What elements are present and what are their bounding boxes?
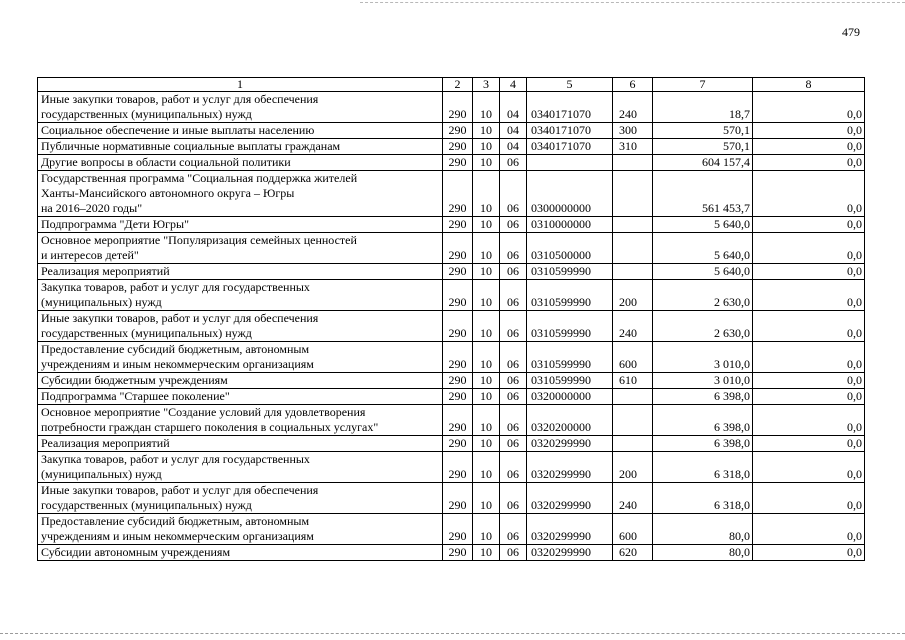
target-article-cell: 0320299990 — [527, 436, 613, 452]
column-4-cell: 06 — [500, 405, 527, 436]
column-header: 4 — [500, 78, 527, 92]
row-name-line: Государственная программа "Социальная поддержка жителей — [41, 171, 358, 185]
expense-type-cell — [613, 155, 653, 171]
column-2-cell: 290 — [443, 545, 473, 561]
column-4-cell: 06 — [500, 311, 527, 342]
expense-type-cell: 610 — [613, 373, 653, 389]
column-8-cell: 0,0 — [753, 280, 865, 311]
table-row — [38, 311, 865, 342]
column-3-cell: 10 — [473, 123, 500, 139]
column-8-cell: 0,0 — [753, 405, 865, 436]
column-8-cell: 0,0 — [753, 452, 865, 483]
row-name-line: Субсидии бюджетным учреждениям — [41, 373, 228, 387]
table-row — [38, 264, 865, 280]
row-name-line: (муниципальных) нужд — [41, 295, 162, 309]
expense-type-cell — [613, 405, 653, 436]
amount-cell: 6 318,0 — [653, 452, 753, 483]
expense-type-cell: 240 — [613, 92, 653, 123]
row-name-cell — [38, 233, 443, 264]
target-article-cell: 0320200000 — [527, 405, 613, 436]
column-2-cell: 290 — [443, 155, 473, 171]
row-name-cell — [38, 405, 443, 436]
column-8-cell: 0,0 — [753, 342, 865, 373]
amount-cell: 6 398,0 — [653, 405, 753, 436]
amount-cell: 570,1 — [653, 139, 753, 155]
row-name-line: Ханты-Мансийского автономного округа – Югры — [41, 186, 295, 200]
budget-table — [37, 77, 865, 561]
table-row — [38, 280, 865, 311]
row-name-line: Другие вопросы в области социальной политики — [41, 155, 291, 169]
column-4-cell: 06 — [500, 452, 527, 483]
target-article-cell: 0310599990 — [527, 264, 613, 280]
row-name-cell — [38, 373, 443, 389]
amount-cell: 6 398,0 — [653, 436, 753, 452]
column-8-cell: 0,0 — [753, 123, 865, 139]
row-name-line: Основное мероприятие "Популяризация семейных ценностей — [41, 233, 357, 247]
amount-cell: 3 010,0 — [653, 342, 753, 373]
column-8-cell: 0,0 — [753, 311, 865, 342]
column-header: 2 — [443, 78, 473, 92]
column-4-cell: 06 — [500, 436, 527, 452]
column-3-cell: 10 — [473, 264, 500, 280]
column-2-cell: 290 — [443, 123, 473, 139]
column-2-cell: 290 — [443, 405, 473, 436]
column-4-cell: 06 — [500, 373, 527, 389]
row-name-line: Реализация мероприятий — [41, 264, 170, 278]
expense-type-cell — [613, 217, 653, 233]
column-header: 3 — [473, 78, 500, 92]
target-article-cell: 0340171070 — [527, 123, 613, 139]
column-4-cell: 06 — [500, 342, 527, 373]
column-2-cell: 290 — [443, 217, 473, 233]
column-8-cell: 0,0 — [753, 483, 865, 514]
row-name-cell — [38, 280, 443, 311]
target-article-cell: 0320000000 — [527, 389, 613, 405]
row-name-line: потребности граждан старшего поколения в социальных услугах" — [41, 420, 379, 434]
target-article-cell — [527, 155, 613, 171]
amount-cell: 3 010,0 — [653, 373, 753, 389]
row-name-line: и интересов детей" — [41, 248, 139, 262]
column-2-cell: 290 — [443, 389, 473, 405]
expense-type-cell — [613, 436, 653, 452]
row-name-line: (муниципальных) нужд — [41, 467, 162, 481]
table-row — [38, 342, 865, 373]
column-3-cell: 10 — [473, 217, 500, 233]
expense-type-cell — [613, 389, 653, 405]
table-row — [38, 139, 865, 155]
scan-edge-top — [360, 2, 905, 3]
expense-type-cell: 620 — [613, 545, 653, 561]
table-row — [38, 155, 865, 171]
table-row — [38, 436, 865, 452]
column-4-cell: 06 — [500, 217, 527, 233]
row-name-cell — [38, 452, 443, 483]
target-article-cell: 0340171070 — [527, 139, 613, 155]
row-name-line: Социальное обеспечение и иные выплаты населению — [41, 123, 315, 137]
column-8-cell: 0,0 — [753, 373, 865, 389]
column-3-cell: 10 — [473, 171, 500, 217]
table-row — [38, 373, 865, 389]
table-row — [38, 514, 865, 545]
target-article-cell: 0320299990 — [527, 452, 613, 483]
column-2-cell: 290 — [443, 311, 473, 342]
target-article-cell: 0310500000 — [527, 233, 613, 264]
column-3-cell: 10 — [473, 139, 500, 155]
row-name-cell — [38, 155, 443, 171]
column-2-cell: 290 — [443, 436, 473, 452]
row-name-line: Субсидии автономным учреждениям — [41, 545, 231, 559]
table-row — [38, 217, 865, 233]
column-4-cell: 06 — [500, 155, 527, 171]
row-name-line: Основное мероприятие "Создание условий для удовлетворения — [41, 405, 366, 419]
column-3-cell: 10 — [473, 280, 500, 311]
column-8-cell: 0,0 — [753, 155, 865, 171]
row-name-line: на 2016–2020 годы" — [41, 201, 143, 215]
amount-cell: 5 640,0 — [653, 233, 753, 264]
amount-cell: 5 640,0 — [653, 217, 753, 233]
table-row — [38, 233, 865, 264]
expense-type-cell — [613, 233, 653, 264]
column-4-cell: 06 — [500, 233, 527, 264]
amount-cell: 18,7 — [653, 92, 753, 123]
scan-edge-bottom — [0, 633, 905, 634]
table-row — [38, 452, 865, 483]
table-row — [38, 545, 865, 561]
column-3-cell: 10 — [473, 405, 500, 436]
column-2-cell: 290 — [443, 139, 473, 155]
target-article-cell: 0320299990 — [527, 483, 613, 514]
column-2-cell: 290 — [443, 280, 473, 311]
expense-type-cell: 240 — [613, 483, 653, 514]
column-8-cell: 0,0 — [753, 389, 865, 405]
column-2-cell: 290 — [443, 514, 473, 545]
row-name-line: государственных (муниципальных) нужд — [41, 326, 252, 340]
row-name-line: Иные закупки товаров, работ и услуг для обеспечения — [41, 92, 319, 106]
column-3-cell: 10 — [473, 373, 500, 389]
row-name-cell — [38, 171, 443, 217]
target-article-cell: 0310599990 — [527, 280, 613, 311]
row-name-cell — [38, 311, 443, 342]
column-8-cell: 0,0 — [753, 436, 865, 452]
column-4-cell: 06 — [500, 264, 527, 280]
amount-cell: 6 318,0 — [653, 483, 753, 514]
column-3-cell: 10 — [473, 545, 500, 561]
expense-type-cell: 310 — [613, 139, 653, 155]
amount-cell: 5 640,0 — [653, 264, 753, 280]
column-2-cell: 290 — [443, 264, 473, 280]
column-4-cell: 06 — [500, 280, 527, 311]
table-body — [38, 92, 865, 561]
column-2-cell: 290 — [443, 452, 473, 483]
row-name-line: Реализация мероприятий — [41, 436, 170, 450]
amount-cell: 561 453,7 — [653, 171, 753, 217]
column-8-cell: 0,0 — [753, 233, 865, 264]
row-name-cell — [38, 514, 443, 545]
row-name-cell — [38, 342, 443, 373]
row-name-cell — [38, 264, 443, 280]
column-3-cell: 10 — [473, 233, 500, 264]
row-name-line: Закупка товаров, работ и услуг для государственных — [41, 452, 310, 466]
column-8-cell: 0,0 — [753, 171, 865, 217]
column-header: 1 — [38, 78, 443, 92]
column-4-cell: 04 — [500, 92, 527, 123]
amount-cell: 2 630,0 — [653, 280, 753, 311]
row-name-cell — [38, 139, 443, 155]
column-4-cell: 06 — [500, 171, 527, 217]
column-3-cell: 10 — [473, 342, 500, 373]
amount-cell: 6 398,0 — [653, 389, 753, 405]
column-4-cell: 06 — [500, 483, 527, 514]
row-name-cell — [38, 217, 443, 233]
amount-cell: 80,0 — [653, 545, 753, 561]
row-name-line: учреждениям и иным некоммерческим организациям — [41, 357, 314, 371]
row-name-line: Подпрограмма "Дети Югры" — [41, 217, 189, 231]
column-3-cell: 10 — [473, 514, 500, 545]
column-3-cell: 10 — [473, 155, 500, 171]
amount-cell: 570,1 — [653, 123, 753, 139]
row-name-cell — [38, 436, 443, 452]
table-row — [38, 123, 865, 139]
row-name-cell — [38, 389, 443, 405]
expense-type-cell — [613, 264, 653, 280]
column-header: 8 — [753, 78, 865, 92]
row-name-line: учреждениям и иным некоммерческим организациям — [41, 529, 314, 543]
expense-type-cell: 200 — [613, 280, 653, 311]
amount-cell: 604 157,4 — [653, 155, 753, 171]
row-name-line: Иные закупки товаров, работ и услуг для обеспечения — [41, 483, 319, 497]
target-article-cell: 0310000000 — [527, 217, 613, 233]
column-8-cell: 0,0 — [753, 92, 865, 123]
table-row — [38, 405, 865, 436]
table-row — [38, 389, 865, 405]
target-article-cell: 0310599990 — [527, 373, 613, 389]
header-row — [38, 78, 865, 92]
target-article-cell: 0310599990 — [527, 342, 613, 373]
expense-type-cell: 600 — [613, 514, 653, 545]
column-4-cell: 06 — [500, 545, 527, 561]
column-header: 6 — [613, 78, 653, 92]
column-8-cell: 0,0 — [753, 139, 865, 155]
table-row — [38, 483, 865, 514]
column-2-cell: 290 — [443, 342, 473, 373]
expense-type-cell: 600 — [613, 342, 653, 373]
column-4-cell: 06 — [500, 389, 527, 405]
column-header: 7 — [653, 78, 753, 92]
page-number: 479 — [842, 25, 860, 39]
target-article-cell: 0310599990 — [527, 311, 613, 342]
column-8-cell: 0,0 — [753, 217, 865, 233]
column-3-cell: 10 — [473, 311, 500, 342]
column-8-cell: 0,0 — [753, 514, 865, 545]
column-3-cell: 10 — [473, 389, 500, 405]
row-name-line: Предоставление субсидий бюджетным, автономным — [41, 342, 310, 356]
row-name-line: Предоставление субсидий бюджетным, автономным — [41, 514, 310, 528]
target-article-cell: 0340171070 — [527, 92, 613, 123]
column-8-cell: 0,0 — [753, 545, 865, 561]
table-row — [38, 171, 865, 217]
column-2-cell: 290 — [443, 483, 473, 514]
column-2-cell: 290 — [443, 233, 473, 264]
row-name-line: Иные закупки товаров, работ и услуг для обеспечения — [41, 311, 319, 325]
expense-type-cell — [613, 171, 653, 217]
amount-cell: 80,0 — [653, 514, 753, 545]
row-name-line: государственных (муниципальных) нужд — [41, 498, 252, 512]
column-2-cell: 290 — [443, 373, 473, 389]
target-article-cell: 0300000000 — [527, 171, 613, 217]
target-article-cell: 0320299990 — [527, 514, 613, 545]
column-4-cell: 04 — [500, 123, 527, 139]
column-3-cell: 10 — [473, 483, 500, 514]
column-header: 5 — [527, 78, 613, 92]
column-2-cell: 290 — [443, 171, 473, 217]
column-3-cell: 10 — [473, 436, 500, 452]
column-4-cell: 06 — [500, 514, 527, 545]
table-row — [38, 92, 865, 123]
column-3-cell: 10 — [473, 92, 500, 123]
target-article-cell: 0320299990 — [527, 545, 613, 561]
row-name-cell — [38, 92, 443, 123]
column-4-cell: 04 — [500, 139, 527, 155]
row-name-cell — [38, 545, 443, 561]
row-name-line: государственных (муниципальных) нужд — [41, 107, 252, 121]
row-name-line: Закупка товаров, работ и услуг для государственных — [41, 280, 310, 294]
row-name-line: Подпрограмма "Старшее поколение" — [41, 389, 230, 403]
row-name-line: Публичные нормативные социальные выплаты гражданам — [41, 139, 341, 153]
column-3-cell: 10 — [473, 452, 500, 483]
expense-type-cell: 240 — [613, 311, 653, 342]
column-8-cell: 0,0 — [753, 264, 865, 280]
column-2-cell: 290 — [443, 92, 473, 123]
expense-type-cell: 300 — [613, 123, 653, 139]
amount-cell: 2 630,0 — [653, 311, 753, 342]
expense-type-cell: 200 — [613, 452, 653, 483]
row-name-cell — [38, 123, 443, 139]
row-name-cell — [38, 483, 443, 514]
